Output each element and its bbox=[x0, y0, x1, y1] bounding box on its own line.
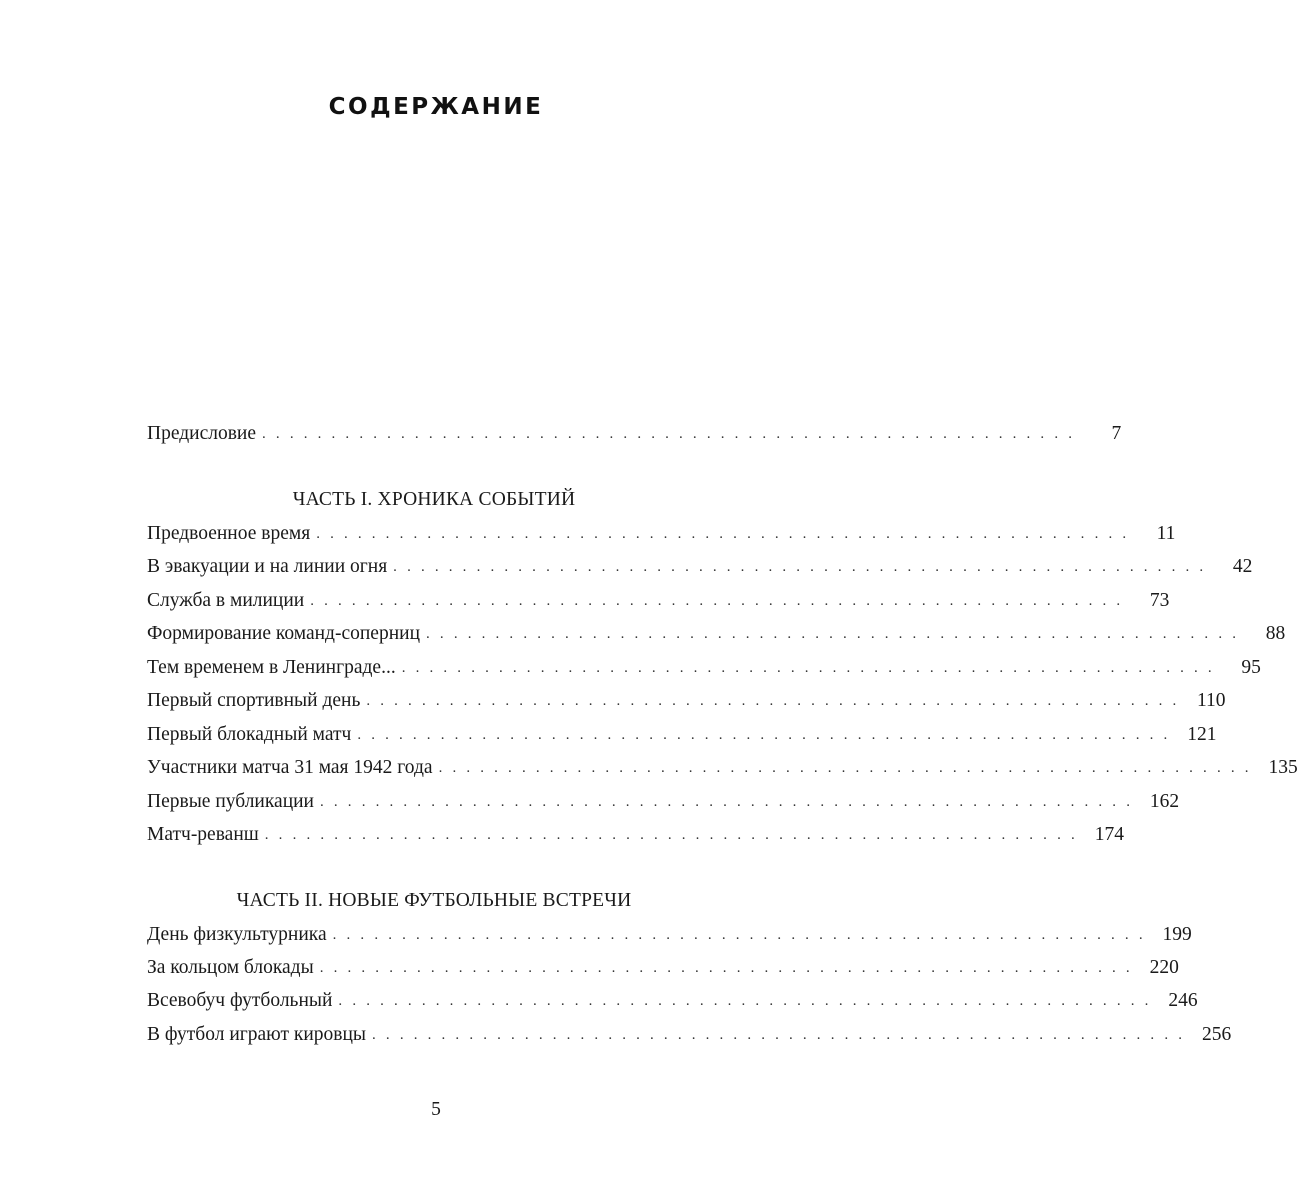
toc-entry-page: 174 bbox=[1094, 824, 1124, 845]
toc-entry-label: День физкультурника bbox=[147, 924, 327, 945]
toc-entry[interactable] bbox=[147, 822, 1124, 848]
toc-entry-page: 95 bbox=[1241, 657, 1261, 678]
toc-entry-page: 256 bbox=[1201, 1024, 1232, 1045]
dot-leader: . . . . . . . . . . . . . . . . . . . . . . . . . . . . . . . . . . . . . . . . . . . . . . . . . . . . . . . . . . . bbox=[426, 626, 1240, 642]
toc-entry[interactable] bbox=[147, 655, 1261, 681]
toc-entry-page: 110 bbox=[1196, 690, 1226, 711]
dot-leader: . . . . . . . . . . . . . . . . . . . . . . . . . . . . . . . . . . . . . . . . . . . . . . . . . . . . . . . . . . . bbox=[332, 927, 1146, 943]
dot-leader: . . . . . . . . . . . . . . . . . . . . . . . . . . . . . . . . . . . . . . . . . . . . . . . . . . . . . . . . . . . bbox=[438, 760, 1252, 776]
dot-leader: . . . . . . . . . . . . . . . . . . . . . . . . . . . . . . . . . . . . . . . . . . . . . . . . . . . . . . . . . . . bbox=[366, 693, 1180, 709]
toc-entry-label: Тем временем в Ленинграде... bbox=[147, 657, 396, 678]
dot-leader: . . . . . . . . . . . . . . . . . . . . . . . . . . . . . . . . . . . . . . . . . . . . . . . . . . . . . . . . . . . bbox=[357, 727, 1171, 743]
toc-entry-label: Матч-реванш bbox=[147, 824, 259, 845]
dot-leader: . . . . . . . . . . . . . . . . . . . . . . . . . . . . . . . . . . . . . . . . . . . . . . . . . . . . . . . . . . . bbox=[320, 794, 1134, 810]
toc-entry-page: 135 bbox=[1268, 757, 1298, 778]
toc-entry[interactable] bbox=[147, 621, 1286, 647]
toc-entry-label: Участники матча 31 мая 1942 года bbox=[147, 757, 433, 778]
part-2-heading: ЧАСТЬ II. НОВЫЕ ФУТБОЛЬНЫЕ ВСТРЕЧИ bbox=[236, 890, 632, 911]
toc-entry[interactable] bbox=[147, 722, 1217, 748]
dot-leader: . . . . . . . . . . . . . . . . . . . . . . . . . . . . . . . . . . . . . . . . . . . . . . . . . . . . . . . . . . . bbox=[262, 426, 1076, 442]
toc-entry[interactable] bbox=[147, 521, 1176, 547]
dot-leader: . . . . . . . . . . . . . . . . . . . . . . . . . . . . . . . . . . . . . . . . . . . . . . . . . . . . . . . . . . . bbox=[319, 960, 1133, 976]
toc-entry-page: 7 bbox=[1111, 423, 1122, 444]
toc-entry-label: Предисловие bbox=[147, 423, 257, 444]
toc-entry[interactable] bbox=[147, 789, 1180, 815]
toc-entry[interactable] bbox=[147, 955, 1179, 981]
toc-entry-label: В футбол играют кировцы bbox=[147, 1024, 367, 1045]
toc-entry-preface[interactable] bbox=[147, 421, 1122, 447]
toc-entry[interactable] bbox=[147, 688, 1226, 714]
toc-entry[interactable] bbox=[147, 554, 1253, 580]
toc-entry-page: 88 bbox=[1265, 623, 1286, 644]
dot-leader: . . . . . . . . . . . . . . . . . . . . . . . . . . . . . . . . . . . . . . . . . . . . . . . . . . . . . . . . . . . bbox=[316, 526, 1130, 542]
toc-entry[interactable] bbox=[147, 588, 1170, 614]
toc-entry-label: Всевобуч футбольный bbox=[147, 990, 333, 1011]
toc-entry-label: Служба в милиции bbox=[147, 590, 305, 611]
toc-entry-label: Формирование команд-соперниц bbox=[147, 623, 421, 644]
toc-entry-label: Первые публикации bbox=[147, 791, 314, 812]
dot-leader: . . . . . . . . . . . . . . . . . . . . . . . . . . . . . . . . . . . . . . . . . . . . . . . . . . . . . . . . . . . bbox=[264, 827, 1078, 843]
toc-entry[interactable] bbox=[147, 755, 1298, 781]
part-1-heading: ЧАСТЬ I. ХРОНИКА СОБЫТИЙ bbox=[292, 489, 576, 510]
toc-entry-label: Первый спортивный день bbox=[147, 690, 361, 711]
page-number: 5 bbox=[431, 1099, 441, 1120]
toc-entry-page: 220 bbox=[1149, 957, 1179, 978]
dot-leader: . . . . . . . . . . . . . . . . . . . . . . . . . . . . . . . . . . . . . . . . . . . . . . . . . . . . . . . . . . . bbox=[310, 593, 1124, 609]
dot-leader: . . . . . . . . . . . . . . . . . . . . . . . . . . . . . . . . . . . . . . . . . . . . . . . . . . . . . . . . . . . bbox=[401, 660, 1215, 676]
toc-entry-page: 246 bbox=[1168, 990, 1198, 1011]
toc-entry-page: 73 bbox=[1149, 590, 1170, 611]
toc-entry-label: Предвоенное время bbox=[147, 523, 311, 544]
toc-entry[interactable] bbox=[147, 988, 1198, 1014]
toc-entry-page: 42 bbox=[1232, 556, 1253, 577]
toc-entry-page: 11 bbox=[1156, 523, 1176, 544]
toc-entry-page: 121 bbox=[1187, 724, 1217, 745]
toc-entry-label: За кольцом блокады bbox=[147, 957, 314, 978]
dot-leader: . . . . . . . . . . . . . . . . . . . . . . . . . . . . . . . . . . . . . . . . . . . . . . . . . . . . . . . . . . . bbox=[372, 1027, 1186, 1043]
dot-leader: . . . . . . . . . . . . . . . . . . . . . . . . . . . . . . . . . . . . . . . . . . . . . . . . . . . . . . . . . . . bbox=[338, 993, 1152, 1009]
toc-entry-label: В эвакуации и на линии огня bbox=[147, 556, 388, 577]
toc-entry-page: 162 bbox=[1149, 791, 1180, 812]
dot-leader: . . . . . . . . . . . . . . . . . . . . . . . . . . . . . . . . . . . . . . . . . . . . . . . . . . . . . . . . . . . bbox=[393, 559, 1207, 575]
toc-entry[interactable] bbox=[147, 922, 1192, 948]
toc-entry[interactable] bbox=[147, 1022, 1232, 1048]
page-title: СОДЕРЖАНИЕ bbox=[328, 94, 544, 120]
toc-entry-page: 199 bbox=[1162, 924, 1192, 945]
toc-entry-label: Первый блокадный матч bbox=[147, 724, 352, 745]
